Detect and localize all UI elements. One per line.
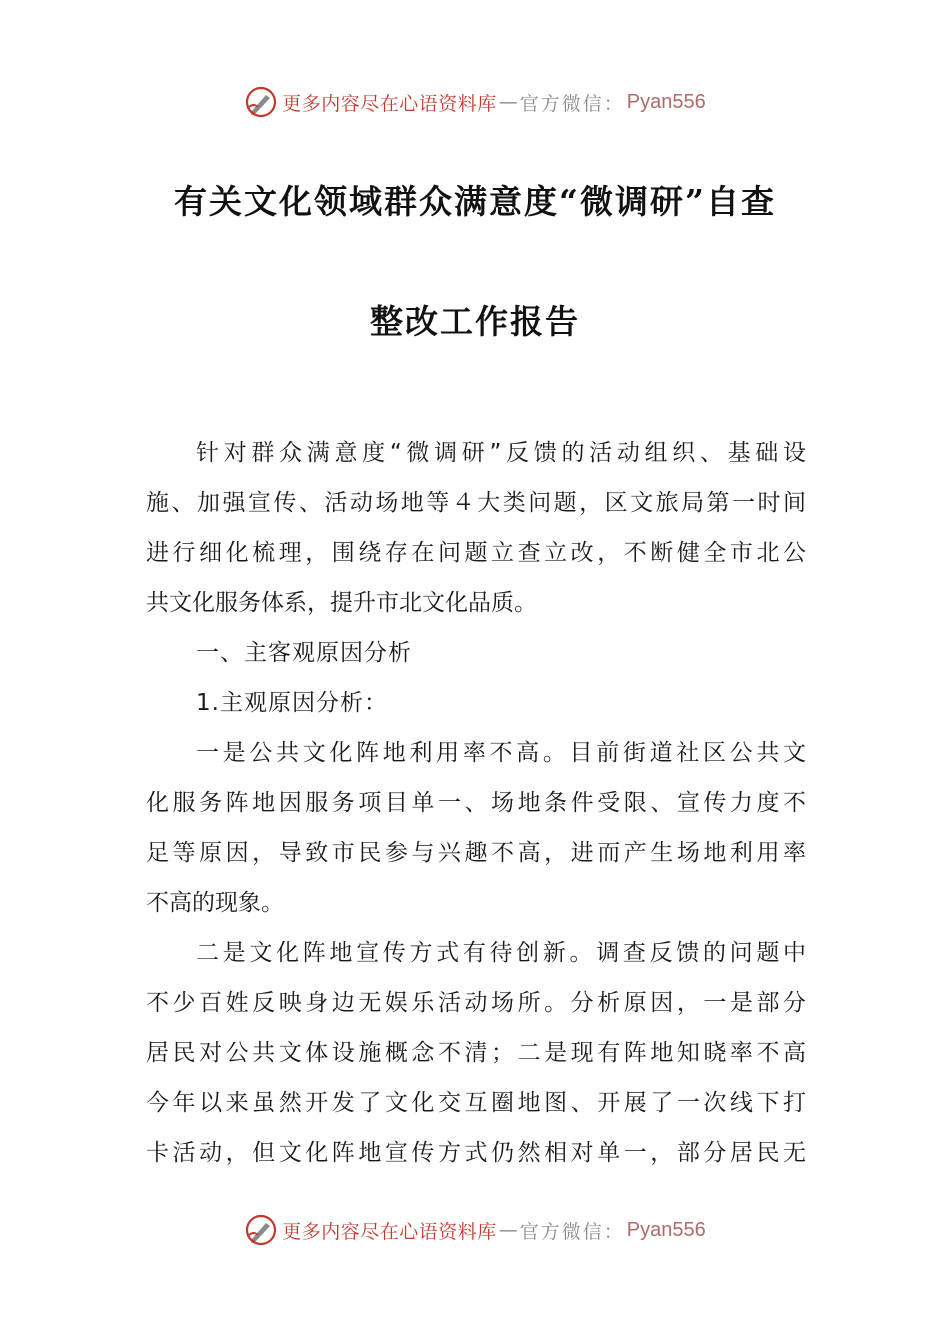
paragraph-line: 化服务阵地因服务项目单一、场地条件受限、宣传力度不	[146, 790, 806, 816]
pen-circle-logo-icon	[244, 1213, 278, 1247]
watermark-wechat-label: 官方微信：	[519, 1220, 625, 1243]
watermark-wechat-id: Pyan556	[626, 90, 706, 113]
paragraph-line: 今年以来虽然开发了文化交互圈地图、开展了一次线下打	[146, 1090, 806, 1116]
watermark-wechat-id: Pyan556	[626, 1218, 706, 1241]
intro-line: 共文化服务体系，提升市北文化品质。	[146, 590, 537, 616]
section-heading: 一、主客观原因分析	[196, 640, 412, 666]
watermark-site-text: 更多内容尽在心语资料库	[282, 1220, 497, 1243]
paragraph-line: 足等原因，导致市民参与兴趣不高，进而产生场地利用率	[146, 840, 806, 866]
document-title-line-1: 有关文化领域群众满意度“微调研”自查	[174, 182, 776, 221]
watermark-wechat-label: 官方微信：	[519, 92, 625, 115]
paragraph-line: 二是文化阵地宣传方式有待创新。调查反馈的问题中	[196, 940, 806, 966]
watermark-site-text: 更多内容尽在心语资料库	[282, 92, 497, 115]
document-title-line-2: 整改工作报告	[370, 302, 580, 341]
pen-circle-logo-icon	[244, 85, 278, 119]
intro-line: 进行细化梳理，围绕存在问题立查立改，不断健全市北公	[146, 540, 806, 566]
paragraph-line: 居民对公共文体设施概念不清；二是现有阵地知晓率不高	[146, 1040, 806, 1066]
paragraph-line: 一是公共文化阵地利用率不高。目前街道社区公共文	[196, 740, 806, 766]
paragraph-line: 不高的现象。	[146, 890, 284, 916]
subsection-heading: 1.主观原因分析：	[196, 690, 388, 716]
intro-line: 施、加强宣传、活动场地等４大类问题，区文旅局第一时间	[146, 490, 806, 516]
watermark-dash: —	[498, 91, 518, 113]
intro-line: 针对群众满意度“微调研”反馈的活动组织、基础设	[196, 440, 806, 466]
header-watermark	[0, 82, 950, 122]
footer-watermark	[0, 1210, 950, 1250]
watermark-dash: —	[498, 1219, 518, 1241]
paragraph-line: 卡活动，但文化阵地宣传方式仍然相对单一，部分居民无	[146, 1140, 806, 1166]
paragraph-line: 不少百姓反映身边无娱乐活动场所。分析原因，一是部分	[146, 990, 806, 1016]
